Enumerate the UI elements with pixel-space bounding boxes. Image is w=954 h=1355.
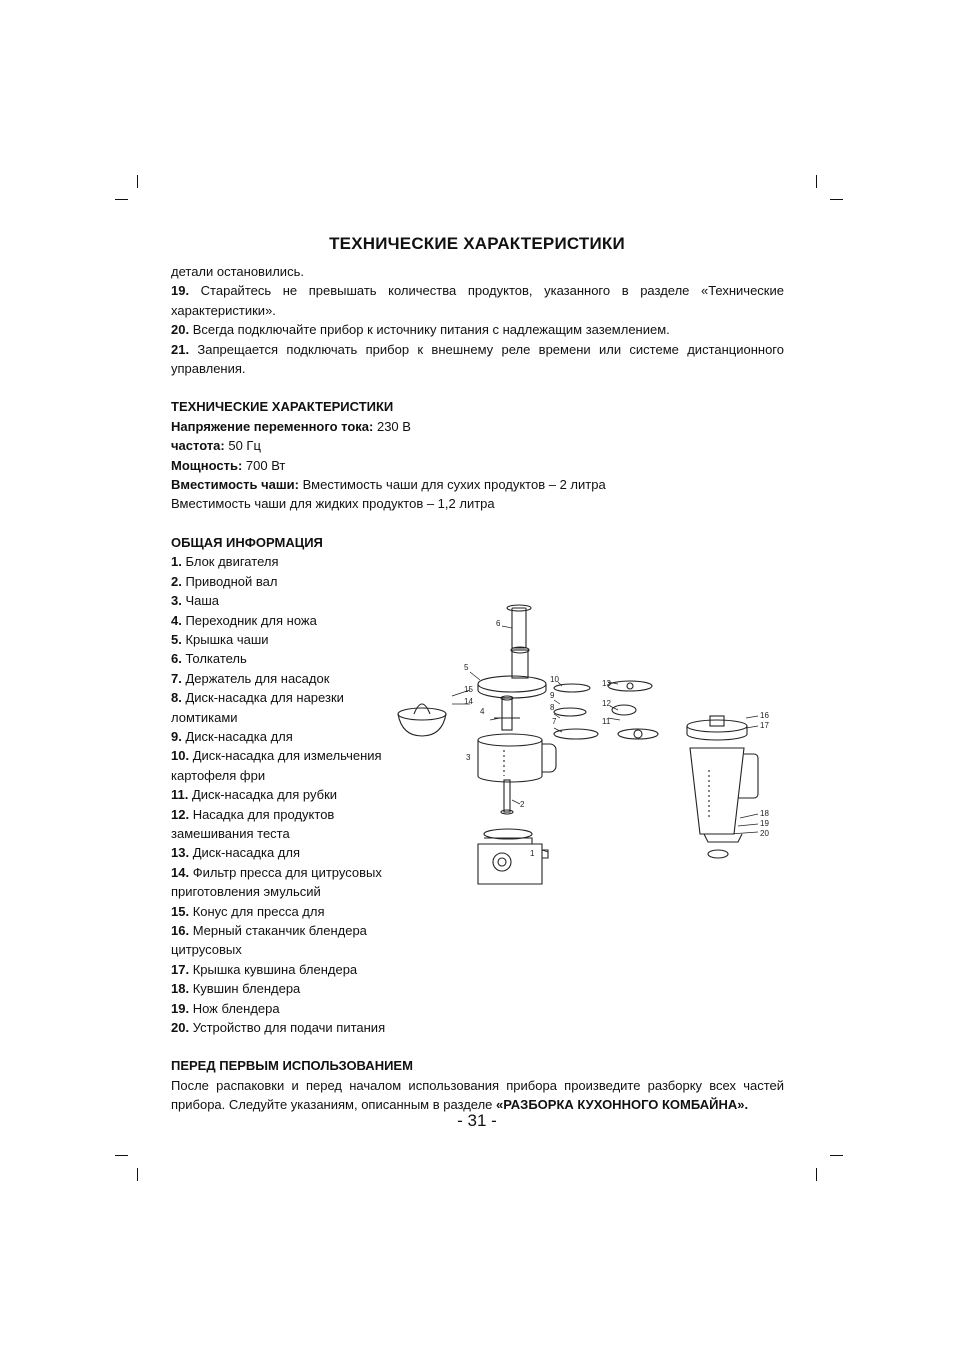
figure-label: 13 — [602, 679, 611, 688]
spec-power: Мощность: 700 Вт — [171, 457, 286, 473]
crop-mark — [115, 199, 128, 200]
safety-item: 21. Запрещается подключать прибор к внешнему реле времени или системе дистанционного управления. — [171, 341, 784, 377]
figure-label: 3 — [466, 753, 471, 762]
figure-label: 18 — [760, 809, 769, 818]
continuation-text: детали остановились. — [171, 264, 304, 279]
crop-mark — [137, 175, 138, 188]
figure-label: 6 — [496, 619, 501, 628]
figure-label: 16 — [760, 711, 769, 720]
figure-label: 1 — [530, 849, 535, 858]
crop-mark — [816, 175, 817, 188]
spec-frequency: частота: 50 Гц — [171, 438, 261, 454]
list-item: 6. Толкатель — [171, 651, 247, 667]
page-title: ТЕХНИЧЕСКИЕ ХАРАКТЕРИСТИКИ — [329, 234, 625, 253]
bowl-drawing — [478, 734, 556, 782]
figure-label: 14 — [464, 697, 473, 706]
safety-item: 20. Всегда подключайте прибор к источнику питания с надлежащим заземлением. — [171, 322, 670, 338]
lid-drawing — [478, 647, 546, 698]
spec-voltage: Напряжение переменного тока: 230 В — [171, 418, 411, 434]
figure-label: 11 — [602, 717, 611, 726]
list-item: 11. Диск-насадка для рубки — [171, 787, 338, 803]
crop-mark — [830, 199, 843, 200]
specs-heading: ТЕХНИЧЕСКИЕ ХАРАКТЕРИСТИКИ — [171, 399, 394, 415]
citrus-press-drawing — [398, 704, 446, 736]
discs-drawing — [554, 681, 658, 739]
motor-base-drawing — [478, 829, 548, 884]
figure-label: 7 — [552, 717, 557, 726]
knife-adapter-drawing — [494, 696, 520, 730]
list-item: 18. Кувшин блендера — [171, 981, 301, 997]
list-item: 14. Фильтр пресса для цитрусовых приготовления эмульсий — [171, 864, 382, 900]
list-item: 5. Крышка чаши — [171, 631, 269, 647]
before-use-text: После распаковки и перед началом использования прибора произведите разборку всех частей прибора. Следуйте указаниям, описанным в разделе «РАЗБОРКА КУХОННОГО КОМБАЙНА». — [171, 1077, 784, 1113]
figure-label: 2 — [520, 800, 525, 809]
pusher-drawing — [507, 605, 531, 648]
list-item: 10. Диск-насадка для измельчения картофеля фри — [171, 748, 382, 783]
list-item: 20. Устройство для подачи питания — [171, 1020, 386, 1036]
list-item: 15. Конус для пресса для — [171, 903, 325, 919]
figure-label: 5 — [464, 663, 469, 672]
leader-lines — [452, 626, 758, 852]
list-item: 16. Мерный стаканчик блендера цитрусовых — [171, 923, 367, 958]
list-item: 2. Приводной вал — [171, 573, 278, 589]
blender-drawing — [687, 716, 758, 858]
list-item: 1. Блок двигателя — [171, 554, 279, 570]
list-item: 17. Крышка кувшина блендера — [171, 961, 358, 977]
figure-label: 8 — [550, 703, 555, 712]
appliance-diagram — [394, 600, 780, 890]
crop-mark — [816, 1168, 817, 1181]
drive-shaft-drawing — [501, 780, 513, 814]
list-item: 3. Чаша — [171, 593, 220, 609]
figure-label: 15 — [464, 685, 473, 694]
figure-label: 17 — [760, 721, 769, 730]
crop-mark — [830, 1155, 843, 1156]
figure-label: 12 — [602, 699, 611, 708]
appliance-diagram-svg — [394, 600, 780, 890]
figure-label: 9 — [550, 691, 555, 700]
list-item: 7. Держатель для насадок — [171, 670, 330, 686]
before-use-heading: ПЕРЕД ПЕРВЫМ ИСПОЛЬЗОВАНИЕМ — [171, 1058, 413, 1074]
parts-list — [171, 552, 396, 1037]
list-item: 13. Диск-насадка для — [171, 845, 301, 861]
spec-capacity-liquid: Вместимость чаши для жидких продуктов – 1,2 литра — [171, 496, 495, 512]
page-number: - 31 - — [457, 1111, 497, 1130]
spec-capacity: Вместимость чаши: Вместимость чаши для сухих продуктов – 2 литра — [171, 477, 606, 493]
figure-label: 20 — [760, 829, 769, 838]
crop-mark — [137, 1168, 138, 1181]
figure-label: 10 — [550, 675, 559, 684]
list-item: 19. Нож блендера — [171, 1000, 280, 1016]
list-item: 8. Диск-насадка для нарезки ломтиками — [171, 690, 344, 725]
list-item: 12. Насадка для продуктов замешивания теста — [171, 806, 335, 841]
safety-item: 19. Старайтесь не превышать количества продуктов, указанного в разделе «Технические характеристики». — [171, 283, 784, 318]
general-heading: ОБЩАЯ ИНФОРМАЦИЯ — [171, 534, 323, 550]
figure-label: 19 — [760, 819, 769, 828]
figure-label: 4 — [480, 707, 485, 716]
list-item: 9. Диск-насадка для — [171, 728, 293, 744]
list-item: 4. Переходник для ножа — [171, 612, 317, 628]
crop-mark — [115, 1155, 128, 1156]
